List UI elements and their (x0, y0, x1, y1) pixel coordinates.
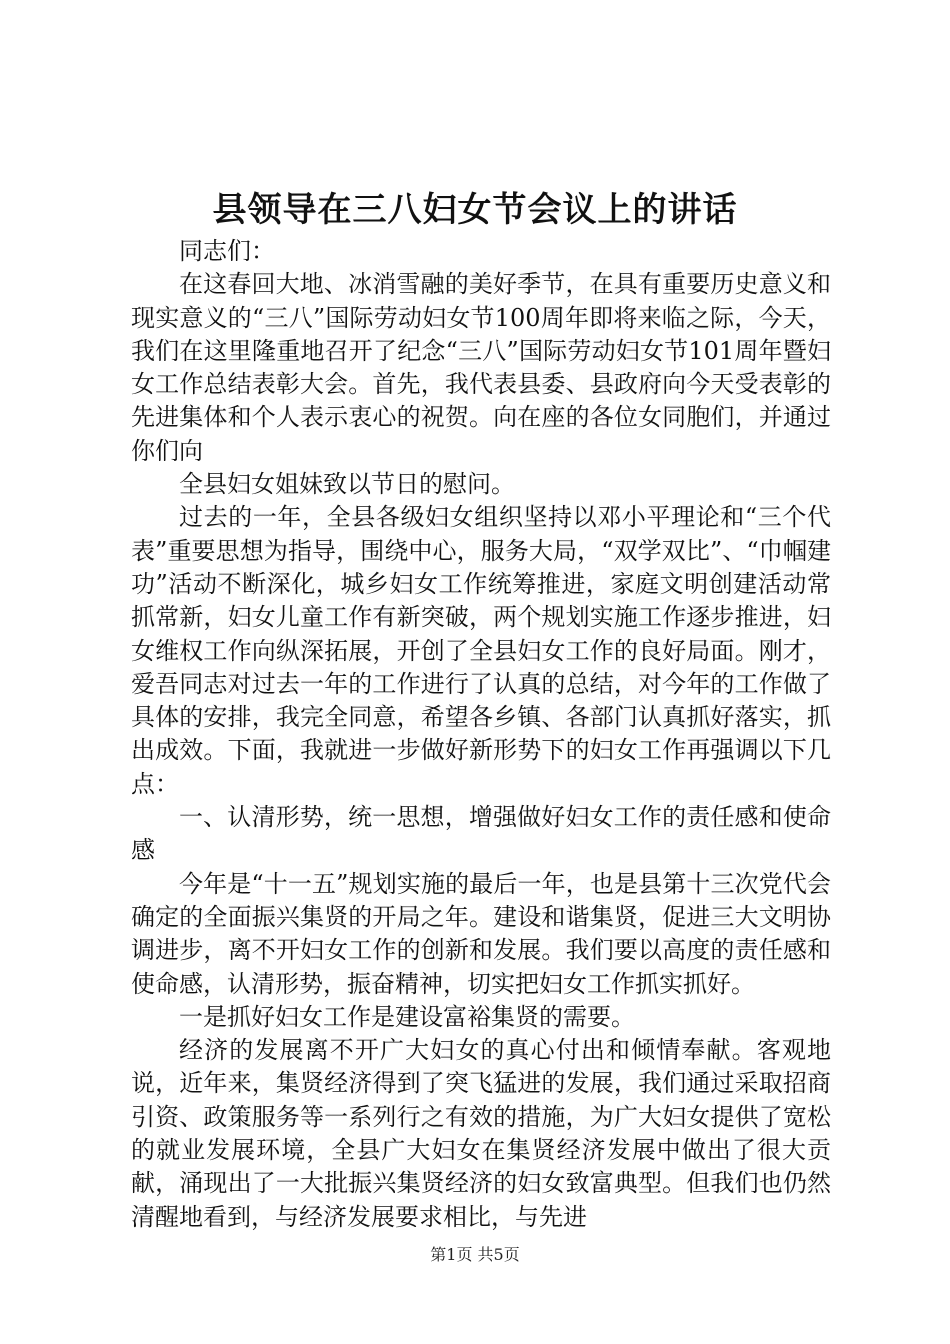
body-paragraph: 在这春回大地、冰消雪融的美好季节，在具有重要历史意义和现实意义的“三八”国际劳动妇女节100周年即将来临之际，今天，我们在这里隆重地召开了纪念“三八”国际劳动妇女节101周年暨妇女工作总结表彰大会。首先，我代表县委、县政府向今天受表彰的先进集体和个人表示衷心的祝贺。向在座的各位女同胞们，并通过你们向 (131, 270, 831, 465)
section-heading: 一、认清形势，统一思想，增强做好妇女工作的责任感和使命感 (131, 803, 831, 865)
body-paragraph: 经济的发展离不开广大妇女的真心付出和倾情奉献。客观地说，近年来，集贤经济得到了突飞猛进的发展，我们通过采取招商引资、政策服务等一系列行之有效的措施，为广大妇女提供了宽松的就业发展环境，全县广大妇女在集贤经济发展中做出了很大贡献，涌现出了一大批振兴集贤经济的妇女致富典型。但我们也仍然清醒地看到，与经济发展要求相比，与先进 (131, 1036, 831, 1231)
page-footer: 第1页 共5页 (430, 1245, 520, 1264)
salutation-paragraph: 同志们： (179, 237, 275, 265)
document-title: 县领导在三八妇女节会议上的讲话 (212, 190, 738, 230)
body-paragraph: 过去的一年，全县各级妇女组织坚持以邓小平理论和“三个代表”重要思想为指导，围绕中心，服务大局，“双学双比”、“巾帼建功”活动不断深化，城乡妇女工作统筹推进，家庭文明创建活动常抓常新，妇女儿童工作有新突破，两个规划实施工作逐步推进，妇女维权工作向纵深拓展，开创了全县妇女工作的良好局面。刚才，爱吾同志对过去一年的工作进行了认真的总结，对今年的工作做了具体的安排，我完全同意，希望各乡镇、各部门认真抓好落实，抓出成效。下面，我就进一步做好新形势下的妇女工作再强调以下几点： (131, 503, 831, 798)
sub-heading: 一是抓好妇女工作是建设富裕集贤的需要。 (179, 1002, 635, 1031)
document-body (131, 235, 831, 1234)
body-paragraph: 全县妇女姐妹致以节日的慰问。 (179, 470, 515, 499)
body-paragraph: 今年是“十一五”规划实施的最后一年，也是县第十三次党代会确定的全面振兴集贤的开局之年。建设和谐集贤，促进三大文明协调进步，离不开妇女工作的创新和发展。我们要以高度的责任感和使命感，认清形势，振奋精神，切实把妇女工作抓实抓好。 (131, 869, 831, 998)
